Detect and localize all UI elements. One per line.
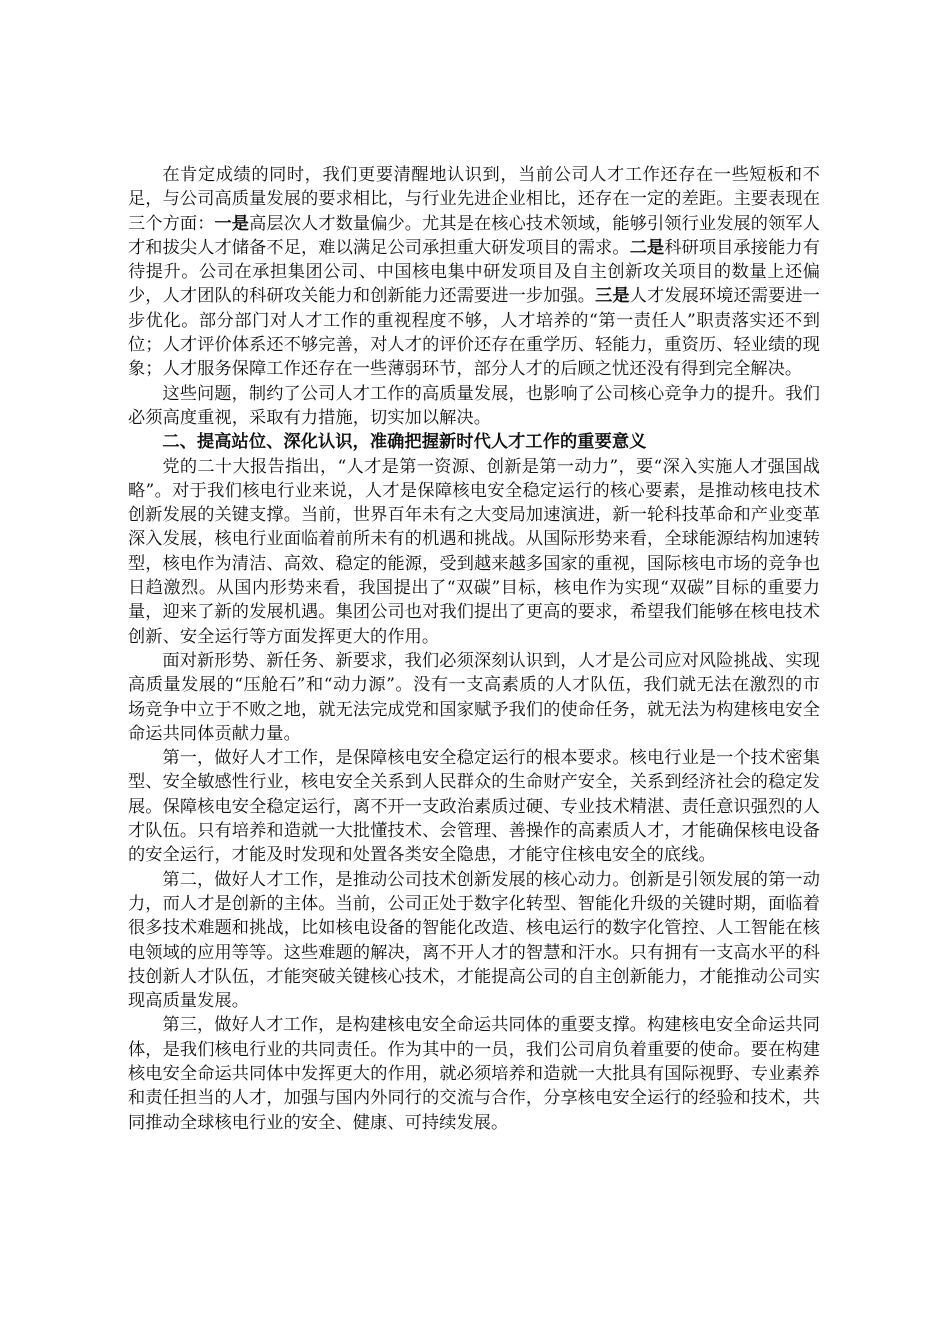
paragraph-congress-report [128,455,820,649]
paragraph-text: 第三，做好人才工作，是构建核电安全命运共同体的重要支撑。构建核电安全命运共同体，是我们核电行业的共同责任。作为其中的一员，我们公司肩负着重要的使命。要在构建核电安全命运共同体中发挥更大的作用，就必须培养和造就一大批具有国际视野、专业素养和责任担当的人才，加强与国内外同行的交流与合作，分享核电安全运行的经验和技术，共同推动全球核电行业的安全、健康、可持续发展。 [128,1015,820,1133]
paragraph-text: 第一，做好人才工作，是保障核电安全稳定运行的根本要求。核电行业是一个技术密集型、安全敏感性行业，核电安全关系到人民群众的生命财产安全，关系到经济社会的稳定发展。保障核电安全稳定运行，离不开一支政治素质过硬、专业技术精湛、责任意识强烈的人才队伍。只有培养和造就一大批懂技术、会管理、善操作的高素质人才，才能确保核电设备的安全运行，才能及时发现和处置各类安全隐患，才能守住核电安全的底线。 [128,748,820,866]
paragraph-text: 在肯定成绩的同时，我们更要清醒地认识到，当前公司人才工作还存在一些短板和不足，与公司高质量发展的要求相比，与行业先进企业相比，还存在一定的差距。主要表现在三个方面： [128,165,820,234]
paragraph-second-point [128,868,820,1014]
paragraph-new-situation [128,649,820,746]
paragraph-text: 人才发展环境还需要进一步优化。部分部门对人才工作的重视程度不够，人才培养的“第一责任人”职责落实还不到位；人才评价体系还不够完善，对人才的评价还存在重学历、轻能力，重资历、轻业绩的现象；人才服务保障工作还存在一些薄弱环节，部分人才的后顾之忧还没有得到完全解决。 [128,286,821,380]
paragraph-first-point [128,746,820,867]
paragraph-text: 科研项目承接能力有待提升。公司在承担集团公司、中国核电集中研发项目及自主创新攻关项目的数量上还偏少，人才团队的科研攻关能力和创新能力还需要进一步加强。 [128,237,821,307]
bold-marker-third: 三是 [595,286,630,307]
paragraph-text: 党的二十大报告指出，“人才是第一资源、创新是第一动力”，要“深入实施人才强国战略”。对于我们核电行业来说，人才是保障核电安全稳定运行的核心要素，是推动核电技术创新发展的关键支撑。当前，世界百年未有之大变局加速演进，新一轮科技革命和产业变革深入发展，核电行业面临着前所未有的机遇和挑战。从国际形势来看，全球能源结构加速转型，核电作为清洁、高效、稳定的能源，受到越来越多国家的重视，国际核电市场的竞争也日趋激烈。从国内形势来看，我国提出了“双碳”目标，核电作为实现“双碳”目标的重要力量，迎来了新的发展机遇。集团公司也对我们提出了更高的要求，希望我们能够在核电技术创新、安全运行等方面发挥更大的作用。 [128,456,820,647]
paragraph-text: 面对新形势、新任务、新要求，我们必须深刻认识到，人才是公司应对风险挑战、实现高质量发展的“压舱石”和“动力源”。没有一支高素质的人才队伍，我们就无法在激烈的市场竞争中立于不败之地，就无法完成党和国家赋予我们的使命任务，就无法为构建核电安全命运共同体贡献力量。 [128,650,820,744]
paragraph-problems [128,382,820,431]
bold-marker-second: 二是 [629,237,665,258]
paragraph-third-point [128,1013,820,1134]
section-heading [128,430,820,454]
document-page [128,163,820,1135]
bold-marker-first: 一是 [214,213,250,234]
heading-text: 二、提高站位、深化认识，准确把握新时代人才工作的重要意义 [162,432,647,453]
paragraph-shortcomings [128,163,820,382]
paragraph-text: 第二，做好人才工作，是推动公司技术创新发展的核心动力。创新是引领发展的第一动力，而人才是创新的主体。当前，公司正处于数字化转型、智能化升级的关键时期，面临着很多技术难题和挑战，比如核电设备的智能化改造、核电运行的数字化管控、人工智能在核电领域的应用等等。这些难题的解决，离不开人才的智慧和汗水。只有拥有一支高水平的科技创新人才队伍，才能突破关键核心技术，才能提高公司的自主创新能力，才能推动公司实现高质量发展。 [128,869,820,1012]
paragraph-text: 这些问题，制约了公司人才工作的高质量发展，也影响了公司核心竞争力的提升。我们必须高度重视，采取有力措施，切实加以解决。 [128,383,820,428]
paragraph-text: 高层次人才数量偏少。尤其是在核心技术领域，能够引领行业发展的领军人才和拔尖人才储备不足，难以满足公司承担重大研发项目的需求。 [128,213,820,258]
